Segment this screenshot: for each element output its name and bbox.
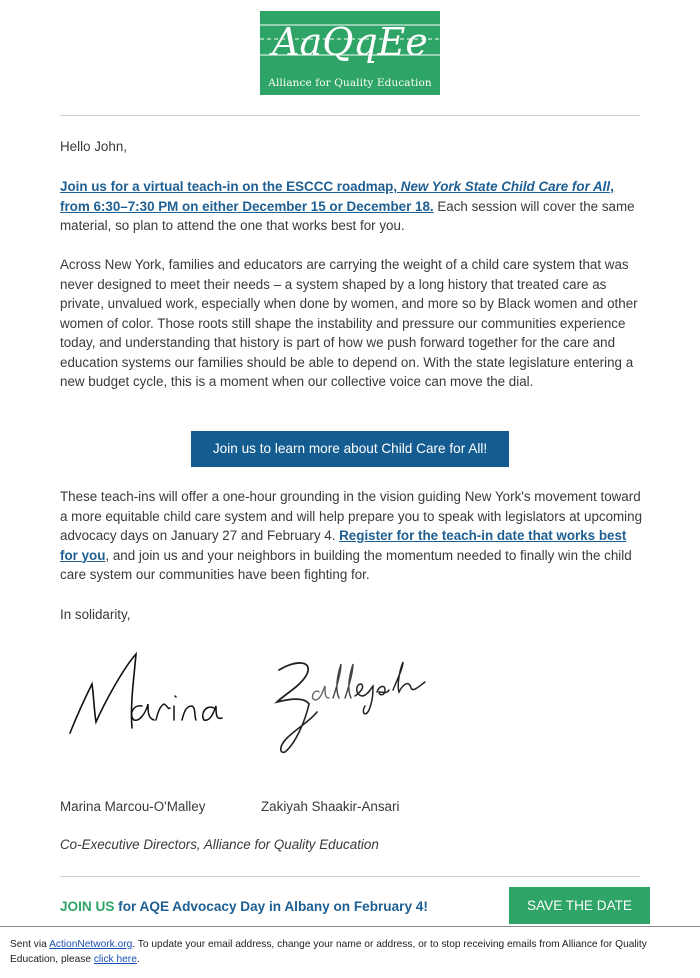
email-footer xyxy=(0,926,700,978)
logo-script-text: AaQqEe xyxy=(272,20,428,64)
signature-marina xyxy=(64,648,229,743)
register-link[interactable]: Register for the teach-in date that works best for you xyxy=(60,528,627,563)
greeting: Hello John, xyxy=(60,139,127,154)
teach-in-link[interactable]: Join us for a virtual teach-in on the ESCCC roadmap, New York State Child Care for All, from 6:30–7:30 PM on either December 15 or December 18. xyxy=(60,179,614,214)
learn-more-button[interactable]: Join us to learn more about Child Care for All! xyxy=(191,431,509,467)
signer-role: Co-Executive Directors, Alliance for Quality Education xyxy=(60,837,379,852)
unsubscribe-link[interactable]: click here xyxy=(93,954,137,965)
intro-paragraph xyxy=(60,177,645,236)
bottom-divider xyxy=(60,876,640,877)
logo-script-lettering xyxy=(260,15,440,73)
signer-name-1: Marina Marcou-O'Malley xyxy=(60,799,206,814)
teachin-paragraph: These teach-ins will offer a one-hour grounding in the vision guiding New York's movement toward a more equitable child care system and will help prepare you to speak with legislators at upcoming advocacy days on January 27 and February 4. Register for the teach-in date that works best for you, and join us and your neighbors in building the momentum needed to finally win the child care system our communities have been fighting for. xyxy=(60,489,643,582)
advocacy-day-callout: JOIN US for AQE Advocacy Day in Albany on February 4! xyxy=(60,899,428,914)
signer-name-2: Zakiyah Shaakir-Ansari xyxy=(261,799,400,814)
aqe-logo xyxy=(260,11,440,95)
body-paragraph: Across New York, families and educators are carrying the weight of a child care system that was never designed to meet their needs – a system shaped by a long history that treated care as private, unvalued work, especially when done by women, and more so by Black women and other women of color. Those roots still shape the instability and pressure our communities experience today, and understanding that history is part of how we push forward together for the care and education systems our families should be able to depend on. With the state legislature entering a new budget cycle, this is a moment when our collective voice can move the dial. xyxy=(60,257,638,389)
footer-text: Sent via ActionNetwork.org. To update your email address, change your name or address, or to stop receiving emails from Alliance for Quality Education, please click here. xyxy=(10,939,647,965)
signature-zakiyah xyxy=(265,652,435,757)
top-divider xyxy=(60,115,640,116)
actionnetwork-link[interactable]: ActionNetwork.org xyxy=(49,939,133,950)
intro-rest: Each session will cover the same material, so plan to attend the one that works best for you. xyxy=(60,198,635,233)
closing: In solidarity, xyxy=(60,607,131,622)
save-the-date-button[interactable]: SAVE THE DATE xyxy=(509,887,650,924)
logo-tagline: Alliance for Quality Education xyxy=(268,77,432,89)
join-us-highlight: JOIN US xyxy=(60,899,115,914)
